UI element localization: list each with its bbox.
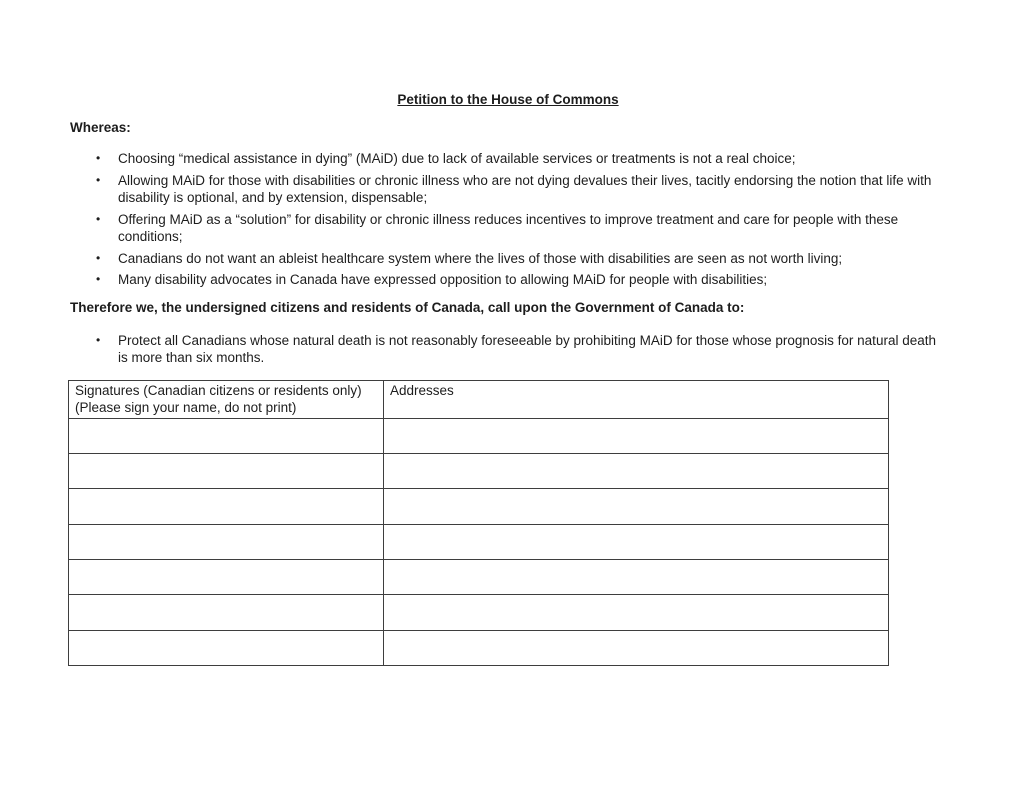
whereas-item — [70, 172, 946, 207]
signature-row — [69, 453, 889, 488]
address-cell — [384, 489, 889, 524]
whereas-item — [70, 271, 946, 289]
bullet-icon: • — [96, 172, 101, 187]
address-cell — [384, 453, 889, 488]
signature-row — [69, 524, 889, 559]
bullet-icon: • — [96, 211, 101, 226]
signature-cell — [69, 630, 384, 665]
address-cell — [384, 595, 889, 630]
signature-cell — [69, 560, 384, 595]
therefore-list — [70, 332, 946, 367]
whereas-item-text: Offering MAiD as a “solution” for disability or chronic illness reduces incentives to improve treatment and care for people with these conditions; — [118, 211, 899, 244]
address-cell — [384, 524, 889, 559]
signatures-table — [68, 380, 889, 667]
signature-row — [69, 418, 889, 453]
address-cell — [384, 418, 889, 453]
signatures-header-line1: Signatures (Canadian citizens or residents only) — [75, 382, 362, 398]
signature-cell — [69, 524, 384, 559]
bullet-icon: • — [96, 332, 101, 347]
signature-row — [69, 489, 889, 524]
whereas-item-text: Choosing “medical assistance in dying” (MAiD) due to lack of available services or treatments is not a real choice; — [118, 151, 796, 166]
signature-cell — [69, 595, 384, 630]
signature-row — [69, 630, 889, 665]
whereas-item — [70, 150, 946, 168]
whereas-item-text: Many disability advocates in Canada have expressed opposition to allowing MAiD for people with disabilities; — [118, 272, 768, 287]
signatures-table-header — [69, 380, 889, 418]
signatures-column-header — [69, 380, 384, 418]
whereas-heading: Whereas: — [70, 120, 131, 135]
signature-cell — [69, 418, 384, 453]
whereas-item-text: Allowing MAiD for those with disabilities or chronic illness who are not dying devalues their lives, tacitly endorsing the notion that life with disability is optional, and by extension, dispensable; — [118, 172, 932, 205]
bullet-icon: • — [96, 272, 101, 286]
therefore-item-text: Protect all Canadians whose natural death is not reasonably foreseeable by prohibiting MAiD for those whose prognosis for natural death is more than six months. — [118, 332, 936, 365]
whereas-item-text: Canadians do not want an ableist healthcare system where the lives of those with disabilities are seen as not worth living; — [118, 250, 843, 266]
header-row — [69, 380, 889, 418]
therefore-heading: Therefore we, the undersigned citizens and residents of Canada, call upon the Government of Canada to: — [70, 299, 745, 315]
address-cell — [384, 630, 889, 665]
bullet-icon: • — [96, 151, 101, 165]
whereas-list — [70, 150, 946, 289]
therefore-item — [70, 332, 946, 367]
signature-cell — [69, 489, 384, 524]
whereas-item — [70, 250, 946, 268]
addresses-column-header: Addresses — [384, 380, 889, 418]
signatures-table-body — [69, 418, 889, 666]
signature-row — [69, 595, 889, 630]
signatures-header-line2: (Please sign your name, do not print) — [75, 399, 297, 415]
address-cell — [384, 560, 889, 595]
signature-row — [69, 560, 889, 595]
bullet-icon: • — [96, 250, 101, 265]
signature-cell — [69, 453, 384, 488]
page-title: Petition to the House of Commons — [397, 92, 619, 107]
whereas-item — [70, 211, 946, 246]
